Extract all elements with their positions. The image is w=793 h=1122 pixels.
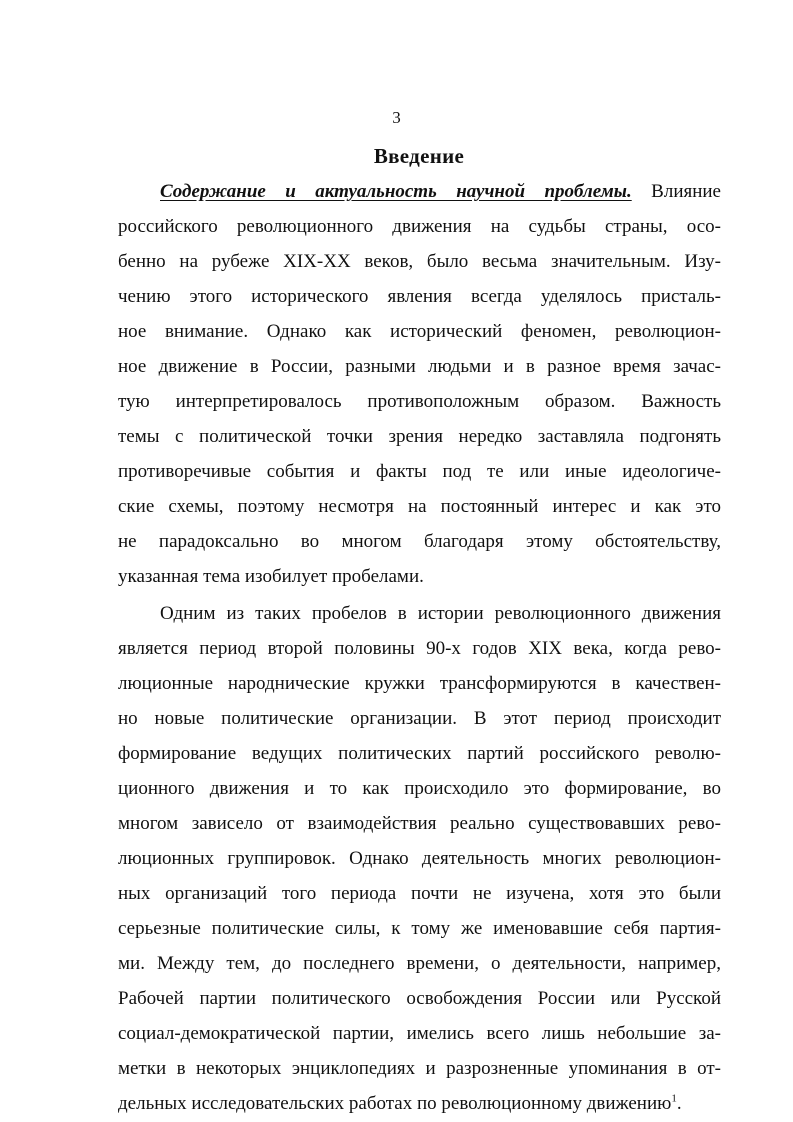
footnote-reference[interactable]: 1 (671, 1092, 677, 1105)
paragraph-line: тую интерпретировалось противоположным образом. Важность (118, 391, 721, 412)
section-heading: Введение (373, 144, 465, 168)
paragraph-line: ное движение в России, разными людьми и в разное время зачас- (118, 356, 721, 377)
paragraph-line: люционные народнические кружки трансформируются в качествен- (118, 673, 721, 694)
paragraph-line (160, 180, 721, 204)
paragraph-line: противоречивые события и факты под те или иные идеологиче- (118, 461, 721, 482)
paragraph-line: указанная тема изобилует пробелами. (118, 566, 424, 587)
paragraph-text: Влияние (631, 181, 721, 202)
paragraph-line: ное внимание. Однако как исторический феномен, революцион- (118, 321, 721, 342)
paragraph-line: ных организаций того периода почти не изучена, хотя это были (118, 883, 721, 904)
paragraph-line: является период второй половины 90-х годов XIX века, когда рево- (118, 638, 721, 659)
paragraph-line: метки в некоторых энциклопедиях и разрозненные упоминания в от- (118, 1058, 721, 1079)
paragraph-line: но новые политические организации. В этот период происходит (118, 708, 721, 729)
page-number: 3 (392, 108, 401, 127)
paragraph-line: многом зависело от взаимодействия реально существовавших рево- (118, 813, 721, 834)
paragraph-line: люционных группировок. Однако деятельность многих революцион- (118, 848, 721, 869)
paragraph-line: ционного движения и то как происходило это формирование, во (118, 778, 721, 799)
paragraph-line: ские схемы, поэтому несмотря на постоянный интерес и как это (118, 496, 721, 517)
lead-phrase: Содержание и актуальность научной проблемы. (160, 181, 632, 202)
paragraph-line: российского революционного движения на судьбы страны, осо- (118, 216, 721, 237)
paragraph-line: формирование ведущих политических партий российского револю- (118, 743, 721, 764)
paragraph-line: чению этого исторического явления всегда уделялось присталь- (118, 286, 721, 307)
paragraph-line (118, 1092, 721, 1116)
paragraph-text: дельных исследовательских работах по революционному движению (118, 1093, 672, 1114)
paragraph-line: ми. Между тем, до последнего времени, о деятельности, например, (118, 953, 721, 974)
paragraph-line: темы с политической точки зрения нередко заставляла подгонять (118, 426, 721, 447)
paragraph-line: бенно на рубеже XIX-XX веков, было весьма значительным. Изу- (118, 251, 721, 272)
paragraph-line: Рабочей партии политического освобождения России или Русской (118, 988, 721, 1009)
paragraph-line: Одним из таких пробелов в истории революционного движения (160, 603, 721, 624)
closing-punctuation: . (676, 1093, 682, 1114)
paragraph-line: не парадоксально во многом благодаря этому обстоятельству, (118, 531, 721, 552)
paragraph-line: серьезные политические силы, к тому же именовавшие себя партия- (118, 918, 721, 939)
paragraph-line: социал-демократической партии, имелись всего лишь небольшие за- (118, 1023, 721, 1044)
